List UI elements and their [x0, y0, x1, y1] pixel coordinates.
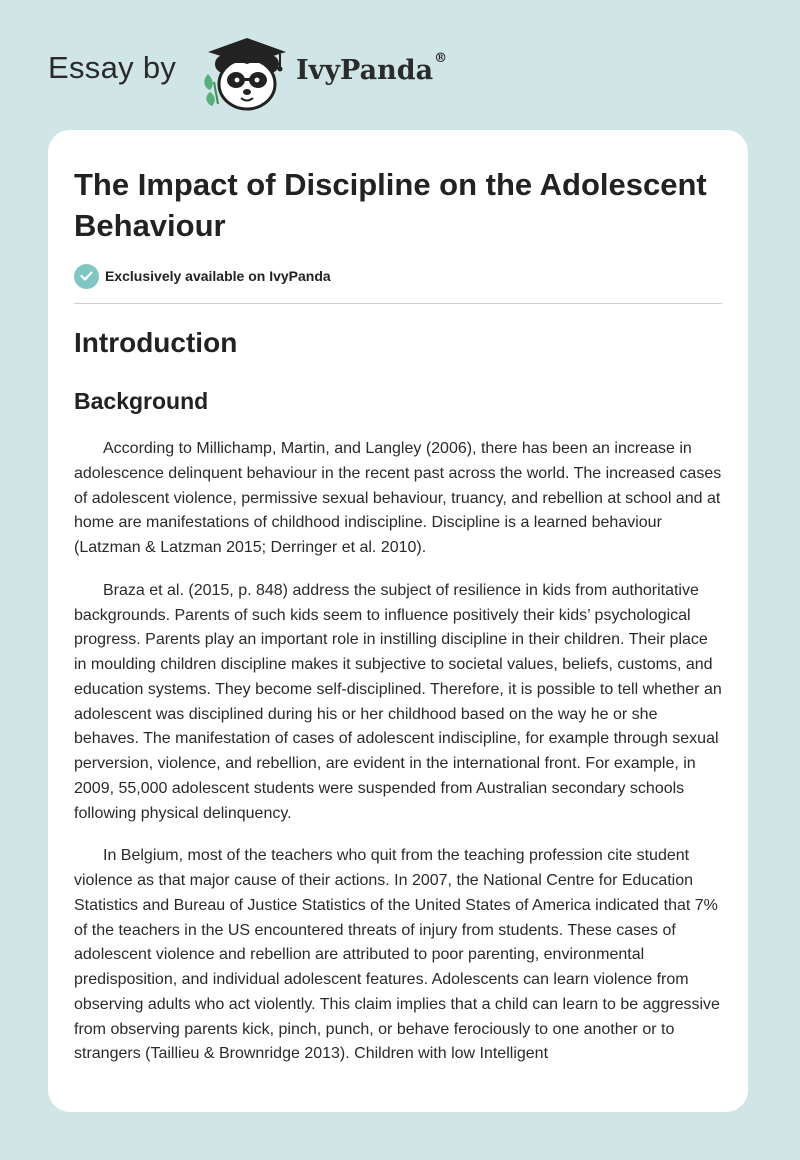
- paragraph: According to Millichamp, Martin, and Langley (2006), there has been an increase in adolescence delinquent behaviour in the recent past across the world. The increased cases of adolescent violence, permissive sexual behaviour, truancy, and rebellion at school and at home are manifestations of childhood indiscipline. Discipline is a learned behaviour (Latzman & Latzman 2015; Derringer et al. 2010).: [74, 440, 722, 556]
- paragraph: Braza et al. (2015, p. 848) address the subject of resilience in kids from authoritative backgrounds. Parents of such kids seem to influence positively their kids’ psychological progress. Parents play an important role in instilling discipline in their children. Their place in moulding children discipline makes it subjective to societal values, beliefs, customs, and education systems. They become self-disciplined. Therefore, it is possible to tell whether an adolescent was disciplined during his or her childhood based on the way he or she behaves. The manifestation of cases of adolescent indiscipline, for example through sexual perversion, violence, and rebellion, are evident in the international front. For example, in 2009, 55,000 adolescent students were suspended from Australian secondary schools following physical delinquency.: [74, 581, 722, 822]
- divider: [74, 303, 722, 304]
- ivypanda-wordmark[interactable]: IvyPanda®: [296, 51, 448, 86]
- paragraph: In Belgium, most of the teachers who quit from the teaching profession cite student violence as that major cause of their actions. In 2007, the National Centre for Education Statistics and Bureau of Justice Statistics of the United States of America indicated that 7% of the teachers in the US encountered threats of injury from students. These cases of adolescent violence and rebellion are attributed to poor parenting, environmental predisposition, and individual adolescent features. Adolescents can learn violence from observing adults who act violently. This claim implies that a child can learn to be aggressive from observing parents kick, pinch, punch, or behave ferociously to one another or to strangers (Taillieu & Brownridge 2013). Children with low Intelligent: [74, 847, 720, 1063]
- section-heading-introduction: Introduction: [74, 327, 238, 358]
- ivypanda-panda-logo-icon[interactable]: [200, 34, 292, 112]
- subsection-heading-background: Background: [74, 388, 209, 414]
- essay-card: [48, 130, 748, 1112]
- essay-title: The Impact of Discipline on the Adolescent Behaviour: [74, 167, 707, 243]
- essay-body: [74, 437, 722, 1085]
- exclusive-badge-label: Exclusively available on IvyPanda: [105, 268, 331, 284]
- essay-by-label: Essay by: [48, 50, 177, 85]
- site-header: [0, 0, 800, 130]
- check-circle-icon: [74, 264, 99, 289]
- exclusive-badge: [74, 263, 331, 289]
